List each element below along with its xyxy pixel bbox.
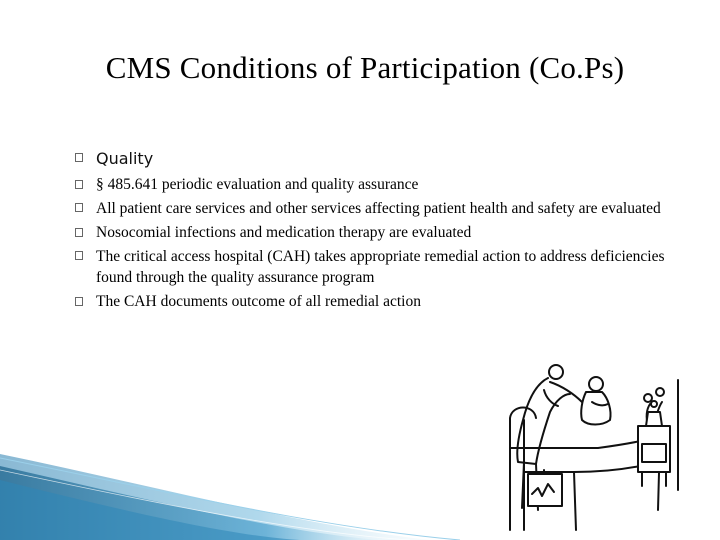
bullet-item	[75, 197, 695, 221]
square-bullet-icon	[75, 251, 83, 260]
slide-title: CMS Conditions of Participation (Co.Ps)	[105, 50, 625, 85]
bullet-item	[75, 221, 695, 245]
doctor-patient-bed-illustration	[478, 360, 703, 535]
bullet-item	[75, 146, 695, 171]
bullet-text: All patient care services and other services affecting patient health and safety are evaluated	[96, 200, 661, 217]
bullet-item	[75, 290, 695, 314]
bullet-list	[75, 146, 695, 314]
square-bullet-icon	[75, 180, 83, 189]
bullet-text: The CAH documents outcome of all remedial action	[96, 293, 421, 310]
square-bullet-icon	[75, 203, 83, 212]
bullet-text: The critical access hospital (CAH) takes appropriate remedial action to address deficiencies found through the quality assurance program	[96, 248, 665, 286]
square-bullet-icon	[75, 228, 83, 237]
bullet-text: Nosocomial infections and medication therapy are evaluated	[96, 224, 472, 241]
bullet-item	[75, 245, 695, 290]
square-bullet-icon	[75, 297, 83, 306]
bullet-text: § 485.641 periodic evaluation and quality assurance	[96, 176, 419, 193]
bullet-item	[75, 173, 695, 197]
square-bullet-icon	[75, 153, 83, 162]
bullet-text: Quality	[96, 149, 154, 168]
